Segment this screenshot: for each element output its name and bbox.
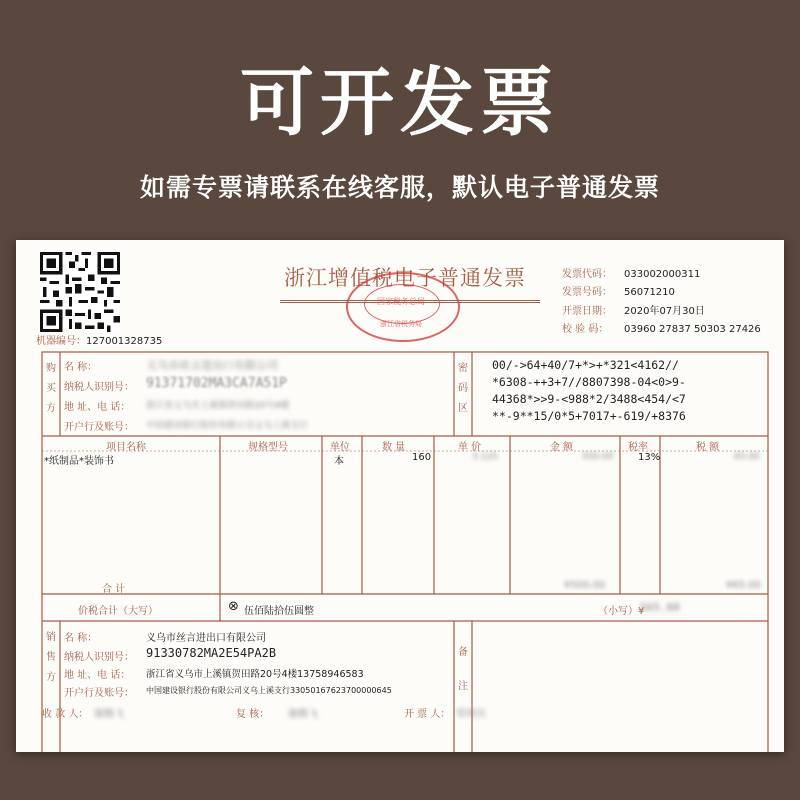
qr-code-icon: [40, 252, 120, 332]
cipher-text: 00/->64+40/7+*>+*321<4162// *6308-++3+7//8807398-04<0>9- 44368*>>9-<988*2/3488<454/<7 **-9**15/0*5+7017+-619/+8376: [492, 358, 686, 423]
small-total-value: 565.00: [640, 601, 680, 614]
seller-name: 义乌市丝言进出口有限公司: [146, 633, 266, 644]
item-amount: 500.00: [582, 452, 614, 462]
drawer-value: 管理员: [456, 709, 486, 720]
cipher-section-label: 密码区: [458, 363, 468, 414]
cross-circle-icon: ⊗: [228, 599, 239, 614]
col-header-qty: 数 量: [382, 442, 406, 453]
buyer-tax-id: 91371702MA3CA7A51P: [146, 376, 287, 391]
item-unit: 本: [334, 456, 344, 467]
total-label: 合 计: [102, 584, 126, 595]
seller-tax-id: 91330782MA2E54PA2B: [146, 646, 277, 660]
reviewer-value: 谢腾飞: [288, 709, 318, 720]
meta-row-date: 开票日期： 2020年07月30日: [562, 305, 705, 317]
meta-row-check: 校 验 码： 03960 27837 50303 27426: [562, 324, 761, 336]
invoice-meta: [562, 266, 761, 340]
item-price: 3.125: [472, 452, 498, 462]
total-tax: ¥65.00: [726, 580, 761, 591]
col-header-price: 单 价: [458, 442, 482, 453]
tax-seal-stamp: [346, 272, 460, 342]
buyer-section-label: 购买方: [46, 363, 56, 414]
remark-label: 备注: [458, 647, 468, 692]
invoice-paper: 机器编号：127001328735 浙江增值税电子普通发票 国家税务总局 浙江省税务局 发票代码： 033002000311 发票号码： 56071210 开票日期： 2020年07月30日 校 验 码： 03960 27837 50303 27426 购买方 名 称： 义乌市丝言进出口有限公司 纳税人识别号： 91371702MA3CA7A51P 地 址、电 话： 浙江省义乌市上溪镇贺田路20号4楼 开户行及账号： 中国建设银行股份有限公司义乌上溪支行 密码区 00/->64+40/7+*>+*321<4162// *6308-++3+7//8807398-04<0>9- 44368*>>9-<988*2/3488<454/<7 **-9**15/0*5+7017+-619/+8376 项目名称 规格型号 单位 数 量 单 价 金 额 税率 税 额 *纸制品*装饰书 本 160 3.125 500.00 13% 65.00 合 计 ¥500.00 ¥65.00 价税合计（大写） ⊗ 伍佰陆拾伍圆整 （小写）¥ 565.00 销售方 名 称： 义乌市丝言进出口有限公司 纳税人识别号： 91330782MA2E54PA2B 地 址、电 话： 浙江省义乌市上溪镇贺田路20号4楼13758946583 开户行及账号： 中国建设银行股份有限公司义乌上溪支行33050167623700000645 备注 收 款 人： 谢腾飞 复 核： 谢腾飞 开 票 人： 管理员: [16, 240, 784, 752]
seller-section-label: 销售方: [46, 632, 56, 683]
grand-total-label: 价税合计（大写）: [78, 606, 158, 617]
page-title: 可开发票: [240, 60, 560, 146]
col-header-amount: 金 额: [550, 442, 574, 453]
meta-row-number: 发票号码： 56071210: [562, 287, 675, 299]
meta-row-code: 发票代码： 033002000311: [562, 269, 701, 280]
item-rate: 13%: [638, 452, 661, 463]
buyer-bank: 中国建设银行股份有限公司义乌上溪支行: [146, 421, 309, 431]
stamp-text-region: 浙江省税务局: [380, 320, 422, 328]
small-total-label: （小写）¥: [598, 606, 645, 617]
col-header-spec: 规格型号: [248, 442, 288, 453]
buyer-name: 义乌市丝言进出口有限公司: [146, 359, 278, 372]
machine-number-value: 127001328735: [86, 336, 163, 347]
seller-bank: 中国建设银行股份有限公司义乌上溪支行33050167623700000645: [146, 686, 392, 695]
col-header-name: 项目名称: [106, 442, 146, 453]
item-name: *纸制品*装饰书: [44, 456, 114, 467]
seller-address: 浙江省义乌市上溪镇贺田路20号4楼13758946583: [146, 669, 364, 680]
col-header-unit: 单位: [330, 442, 350, 453]
col-header-rate: 税率: [628, 442, 648, 453]
total-amount: ¥500.00: [564, 580, 606, 591]
payee-value: 谢腾飞: [94, 709, 124, 720]
grand-total-words: 伍佰陆拾伍圆整: [244, 606, 314, 617]
item-qty: 160: [412, 452, 432, 463]
stamp-text: 国家税务总局: [377, 297, 425, 306]
machine-number: 机器编号：127001328735: [36, 336, 163, 347]
invoice-title: 浙江增值税电子普通发票: [284, 266, 526, 290]
col-header-tax: 税 额: [696, 442, 720, 453]
page-subtitle: 如需专票请联系在线客服，默认电子普通发票: [139, 173, 660, 202]
item-tax: 65.00: [734, 452, 760, 462]
buyer-address: 浙江省义乌市上溪镇贺田路20号4楼: [146, 401, 290, 411]
